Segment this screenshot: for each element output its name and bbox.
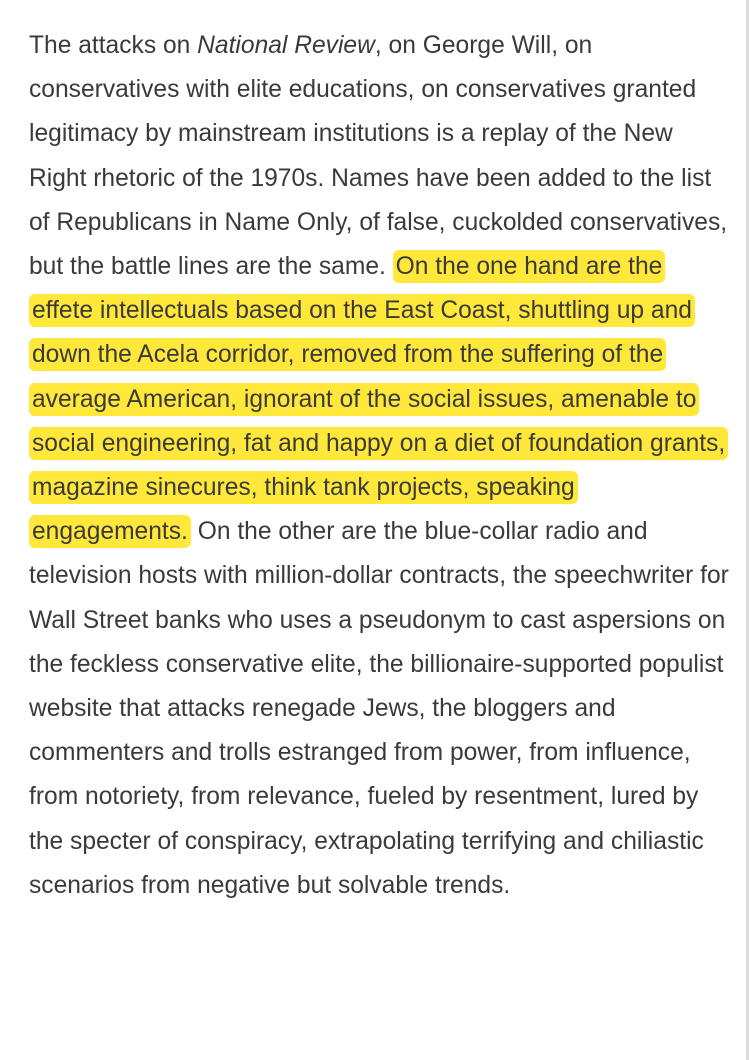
paragraph-text-continuation: On the other are the blue-collar radio and television hosts with million-dollar contracts, the speechwriter for Wall Street banks who uses a pseudonym to cast aspersions on the feckless conservative elite, the billionaire-supported populist website that attacks renegade Jews, the bloggers and commenters and trolls estranged from power, from influence, from notoriety, from relevance, fueled by resentment, lured by the specter of conspiracy, extrapolating terrifying and chiliastic scenarios from negative but solvable trends. — [29, 518, 729, 899]
highlighted-passage: On the one hand are the effete intellectuals based on the East Coast, shuttling up and down the Acela corridor, removed from the suffering of the average American, ignorant of the social issues, amenable to social engineering, fat and happy on a diet of foundation grants, magazine sinecures, think tank projects, speaking engagements. — [29, 250, 728, 548]
article-paragraph — [29, 24, 729, 908]
paragraph-text-body: , on George Will, on conservatives with elite educations, on conservatives granted legitimacy by mainstream institutions is a replay of the New Right rhetoric of the 1970s. Names have been added to the list of Republicans in Name Only, of false, cuckolded conservatives, but the battle lines are the same. — [29, 32, 728, 281]
publication-title: National Review — [197, 32, 375, 59]
paragraph-text-intro: The attacks on — [29, 32, 198, 59]
